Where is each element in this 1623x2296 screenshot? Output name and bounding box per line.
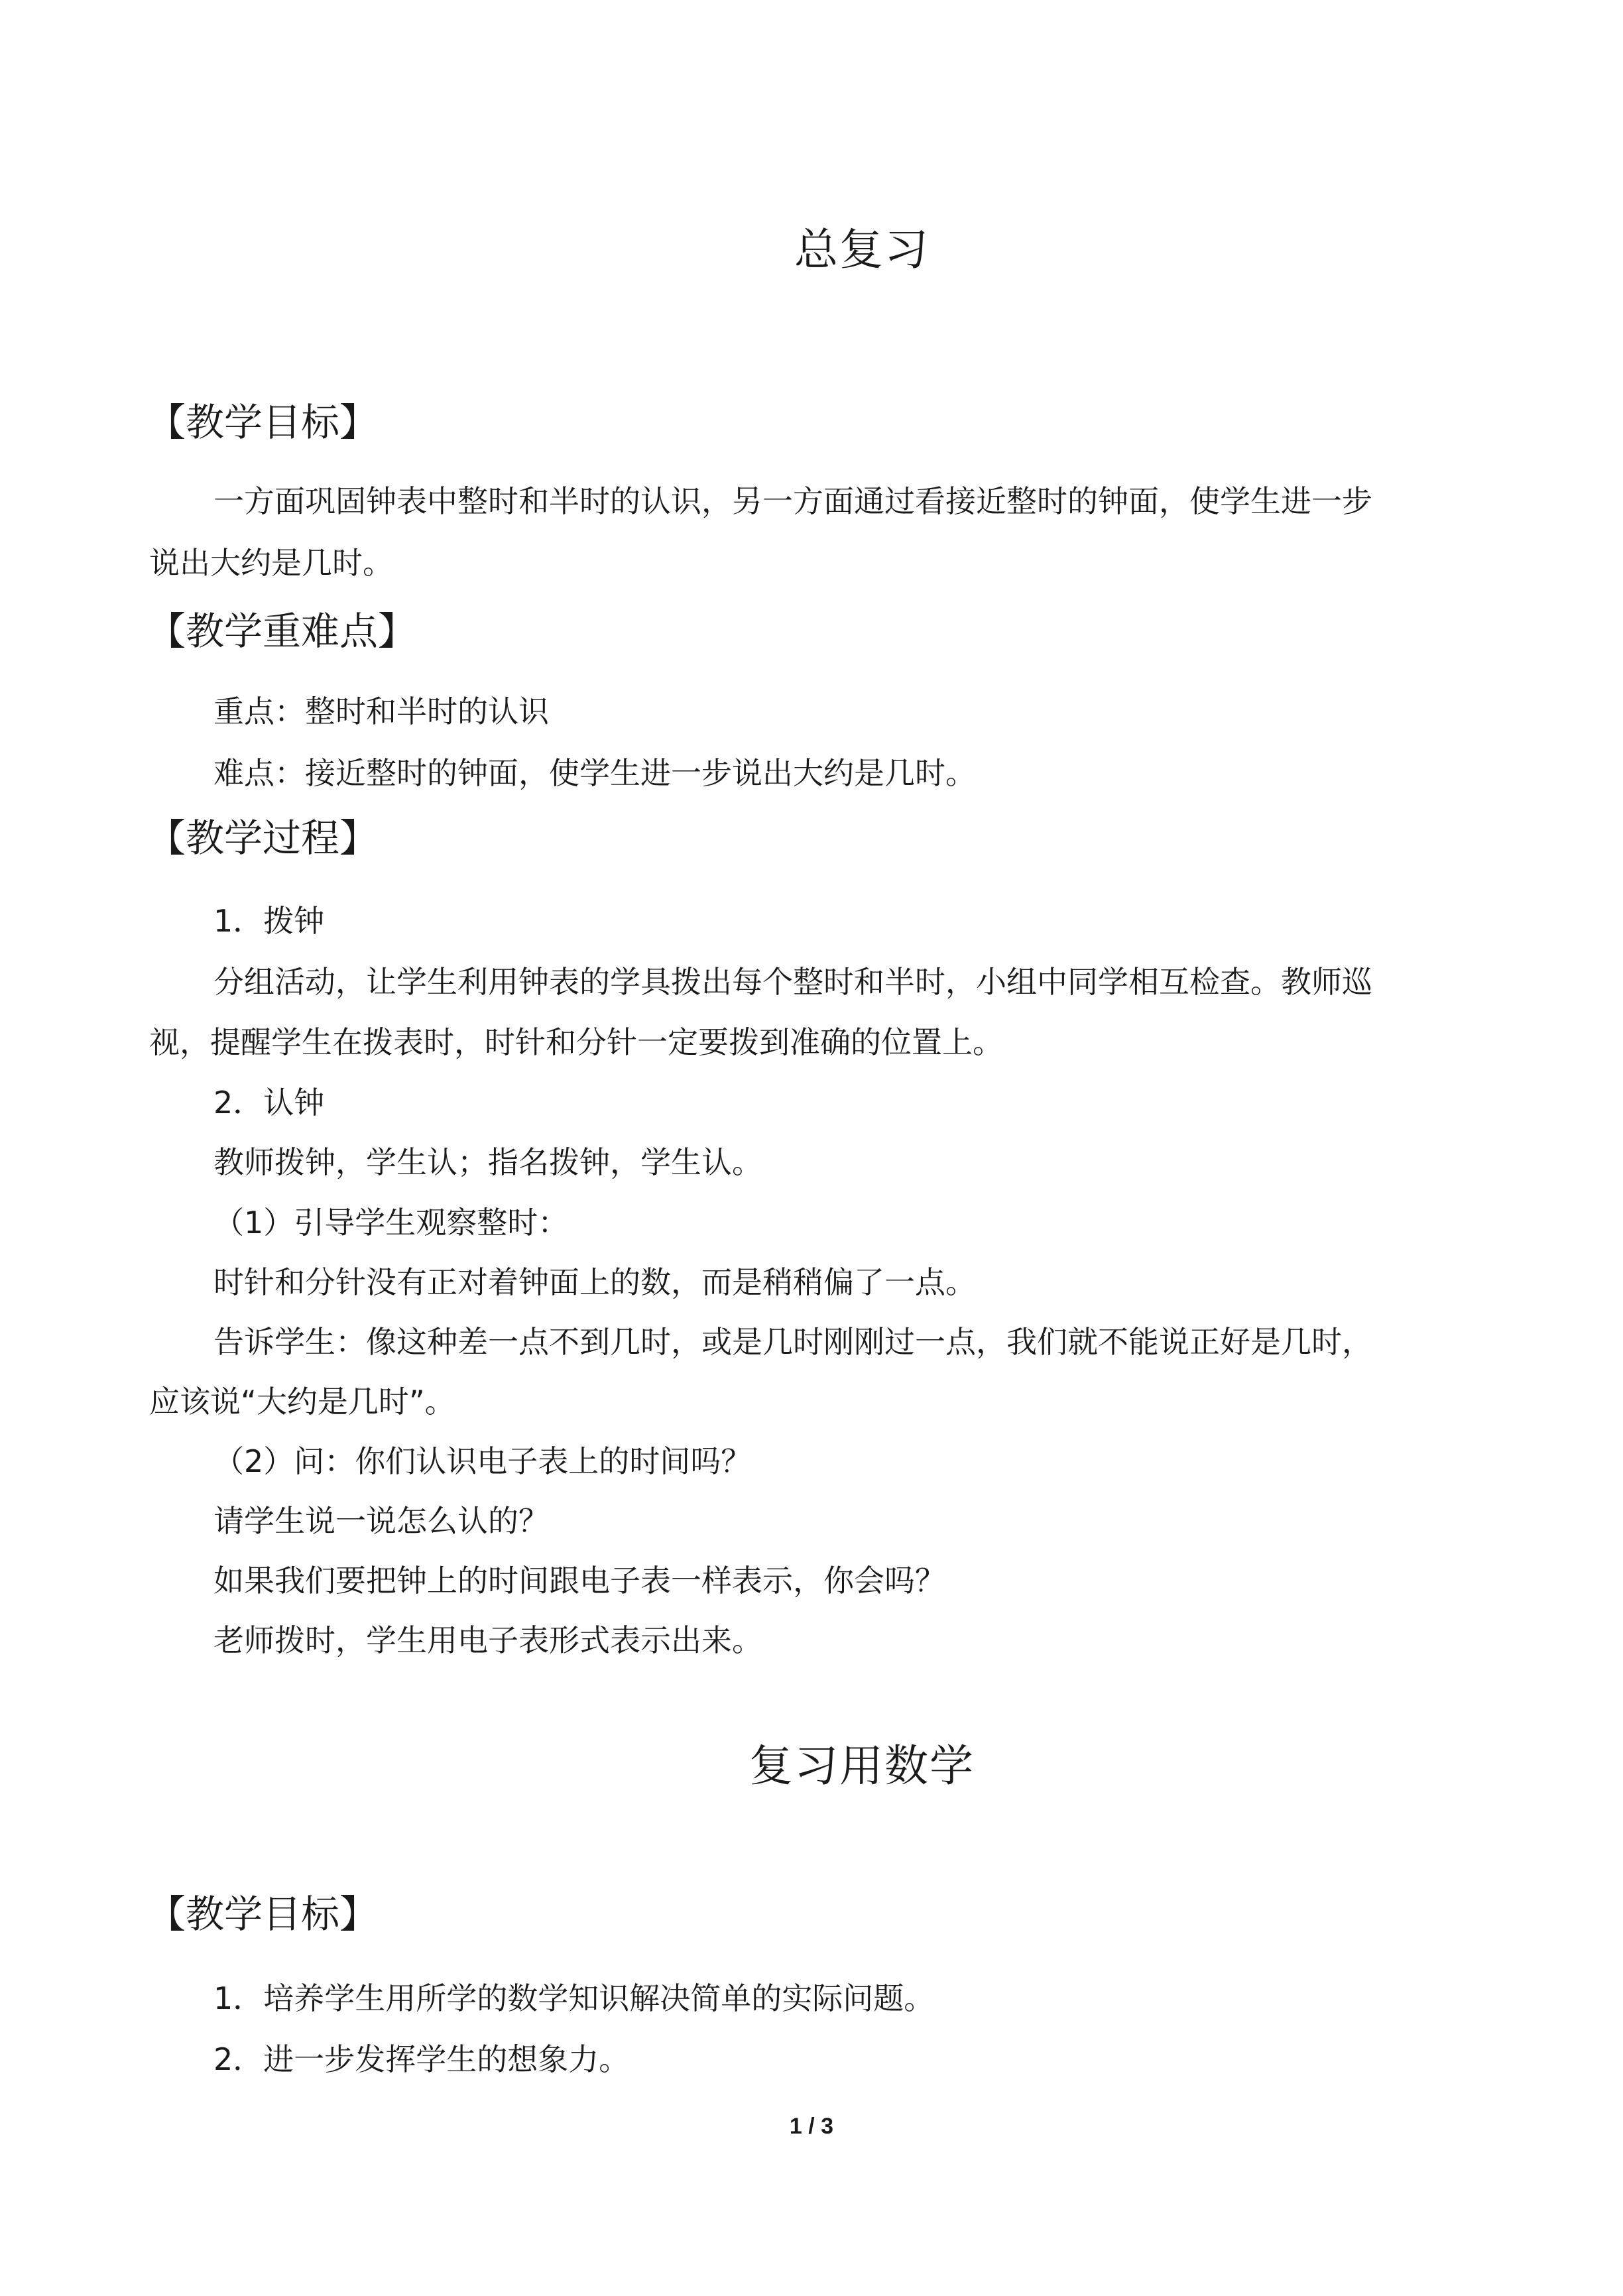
- step-1-title: 1．拨钟: [213, 903, 325, 939]
- objective-item-2: 2．进一步发挥学生的想象力。: [213, 2041, 630, 2077]
- step-2-text-line-3a: 告诉学生：像这种差一点不到几时，或是几时刚刚过一点，我们就不能说正好是几时，: [213, 1324, 1372, 1360]
- section-title-review: 总复习: [794, 224, 930, 275]
- step-2-text-line-4: 请学生说一说怎么认的？: [213, 1503, 549, 1539]
- difficult-point-text: 难点：接近整时的钟面，使学生进一步说出大约是几时。: [213, 755, 976, 791]
- step-2-text-line-2: 时针和分针没有正对着钟面上的数，而是稍稍偏了一点。: [213, 1264, 976, 1300]
- objective-text-line-1: 一方面巩固钟表中整时和半时的认识，另一方面通过看接近整时的钟面，使学生进一步: [213, 483, 1372, 519]
- step-2-text-line-1: 教师拨钟，学生认；指名拨钟，学生认。: [213, 1144, 762, 1180]
- heading-teaching-process: 【教学过程】: [147, 816, 379, 861]
- objective-text-line-2: 说出大约是几时。: [149, 545, 393, 581]
- heading-key-points: 【教学重难点】: [147, 609, 417, 654]
- section-title-applied-math: 复习用数学: [749, 1740, 975, 1791]
- key-point-text: 重点：整时和半时的认识: [213, 694, 549, 729]
- step-1-text-line-1: 分组活动，让学生利用钟表的学具拨出每个整时和半时，小组中同学相互检查。教师巡: [213, 964, 1372, 1000]
- step-2-text-line-6: 老师拨时，学生用电子表形式表示出来。: [213, 1622, 762, 1658]
- objective-item-1: 1．培养学生用所学的数学知识解决简单的实际问题。: [213, 1980, 935, 2016]
- page-number: 1 / 3: [789, 2114, 834, 2139]
- step-2-sub-item-2: （2）问：你们认识电子表上的时间吗？: [213, 1443, 752, 1479]
- step-1-text-line-2: 视，提醒学生在拨表时，时针和分针一定要拨到准确的位置上。: [149, 1024, 1003, 1060]
- step-2-text-line-3b: 应该说“大约是几时”。: [149, 1384, 455, 1420]
- step-2-text-line-5: 如果我们要把钟上的时间跟电子表一样表示，你会吗？: [213, 1563, 945, 1599]
- step-2-sub-item-1: （1）引导学生观察整时：: [213, 1205, 569, 1240]
- step-2-title: 2．认钟: [213, 1085, 325, 1120]
- heading-objectives: 【教学目标】: [147, 400, 379, 445]
- heading-objectives-2: 【教学目标】: [147, 1892, 379, 1937]
